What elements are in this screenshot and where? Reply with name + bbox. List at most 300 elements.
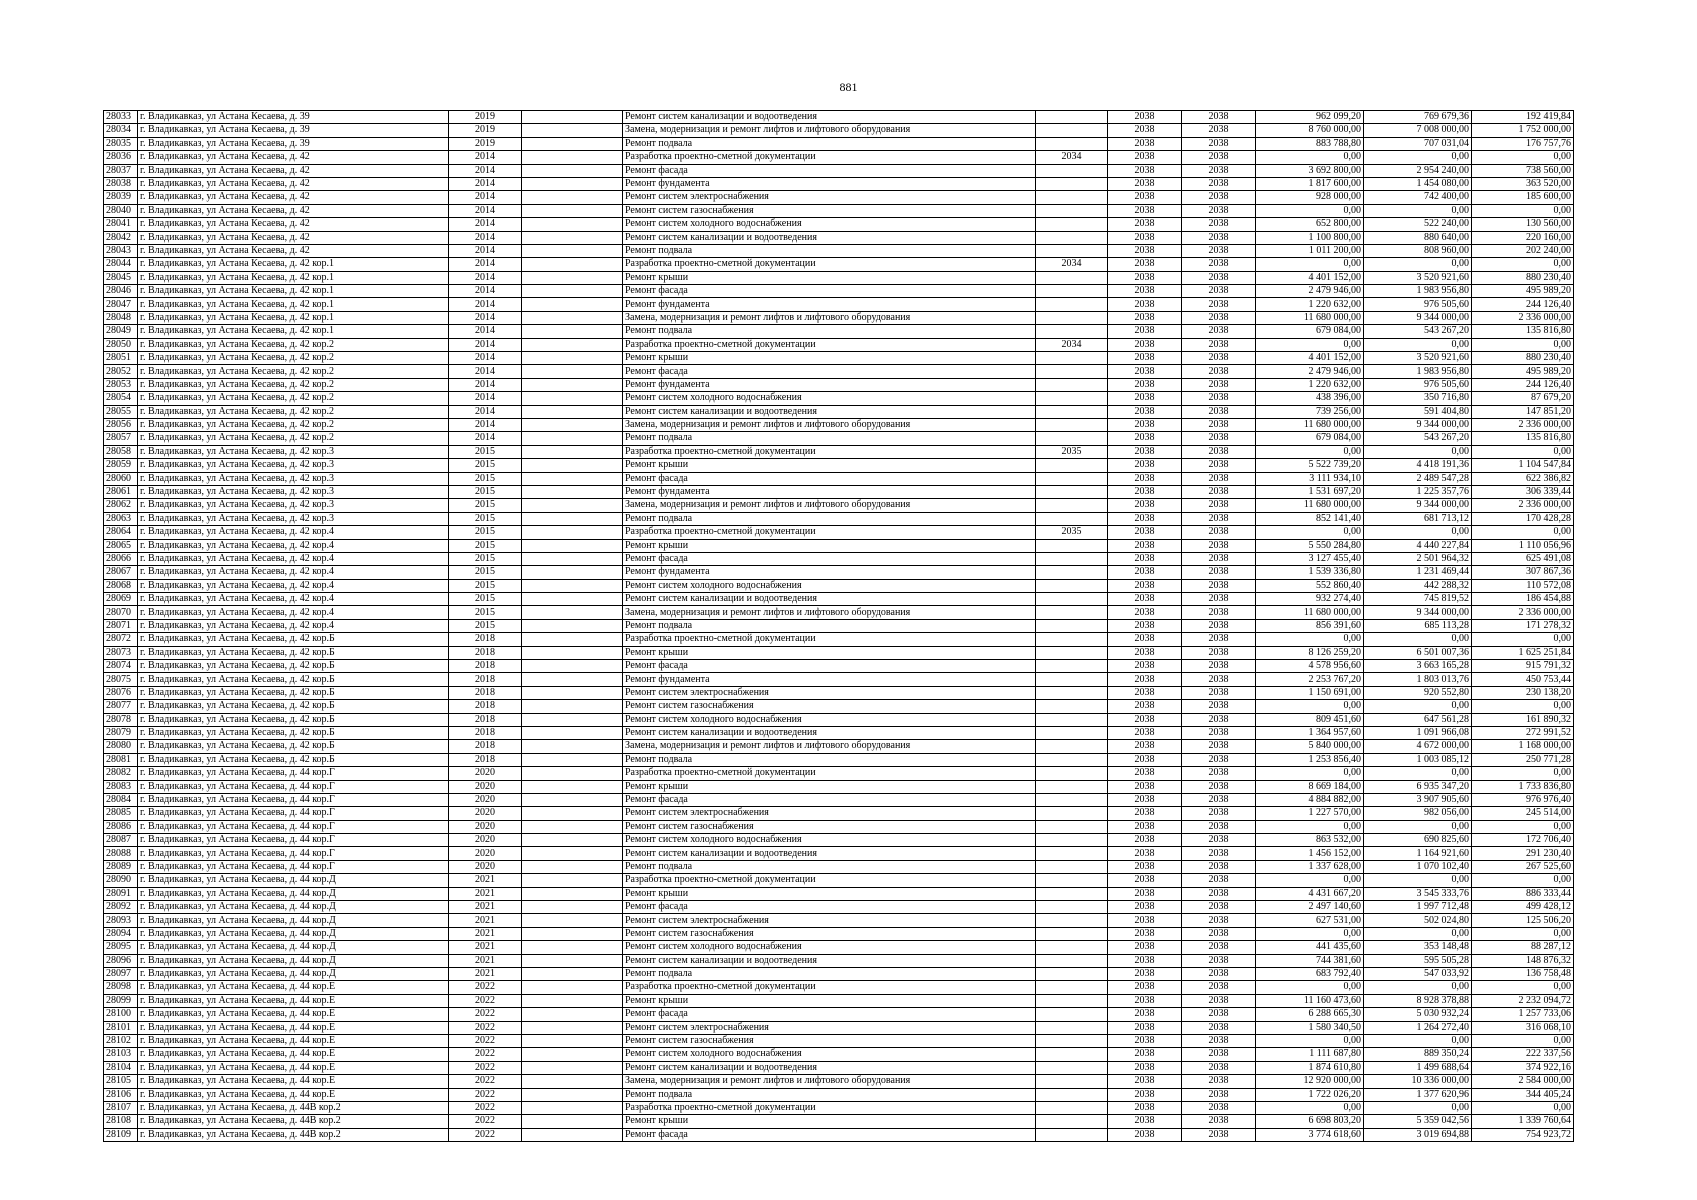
blank-cell <box>522 660 623 673</box>
owner-cost-cell: 135 816,80 <box>1472 432 1574 445</box>
start-year-cell: 2038 <box>1108 124 1182 137</box>
fund-cost-cell: 8 928 378,88 <box>1364 994 1472 1007</box>
end-year-cell: 2038 <box>1182 445 1256 458</box>
address-cell: г. Владикавказ, ул Астана Кесаева, д. 42 кор.2 <box>138 352 449 365</box>
fund-cost-cell: 1 377 620,96 <box>1364 1088 1472 1101</box>
blank-cell <box>522 646 623 659</box>
year-cell: 2019 <box>449 137 522 150</box>
year-cell: 2021 <box>449 954 522 967</box>
owner-cost-cell: 110 572,08 <box>1472 579 1574 592</box>
start-year-cell: 2038 <box>1108 151 1182 164</box>
total-cost-cell: 0,00 <box>1256 633 1364 646</box>
year-cell: 2021 <box>449 874 522 887</box>
address-cell: г. Владикавказ, ул Астана Кесаева, д. 42 кор.3 <box>138 512 449 525</box>
design-year-cell <box>1036 793 1108 806</box>
end-year-cell: 2038 <box>1182 271 1256 284</box>
total-cost-cell: 0,00 <box>1256 526 1364 539</box>
work-type-cell: Замена, модернизация и ремонт лифтов и лифтового оборудования <box>623 124 1036 137</box>
table-row <box>104 1115 1574 1128</box>
design-year-cell <box>1036 432 1108 445</box>
blank-cell <box>522 485 623 498</box>
blank-cell <box>522 552 623 565</box>
total-cost-cell: 863 532,00 <box>1256 834 1364 847</box>
end-year-cell: 2038 <box>1182 164 1256 177</box>
year-cell: 2014 <box>449 365 522 378</box>
fund-cost-cell: 0,00 <box>1364 151 1472 164</box>
design-year-cell <box>1036 860 1108 873</box>
end-year-cell: 2038 <box>1182 1034 1256 1047</box>
total-cost-cell: 11 160 473,60 <box>1256 994 1364 1007</box>
end-year-cell: 2038 <box>1182 954 1256 967</box>
design-year-cell <box>1036 485 1108 498</box>
end-year-cell: 2038 <box>1182 1048 1256 1061</box>
table-row <box>104 311 1574 324</box>
owner-cost-cell: 0,00 <box>1472 874 1574 887</box>
year-cell: 2014 <box>449 352 522 365</box>
fund-cost-cell: 5 359 042,56 <box>1364 1115 1472 1128</box>
year-cell: 2014 <box>449 218 522 231</box>
fund-cost-cell: 808 960,00 <box>1364 244 1472 257</box>
work-type-cell: Замена, модернизация и ремонт лифтов и лифтового оборудования <box>623 418 1036 431</box>
table-row <box>104 847 1574 860</box>
design-year-cell <box>1036 1075 1108 1088</box>
fund-cost-cell: 9 344 000,00 <box>1364 418 1472 431</box>
total-cost-cell: 5 522 739,20 <box>1256 459 1364 472</box>
address-cell: г. Владикавказ, ул Астана Кесаева, д. 44 кор.Е <box>138 1075 449 1088</box>
blank-cell <box>522 472 623 485</box>
table-row <box>104 713 1574 726</box>
address-cell: г. Владикавказ, ул Астана Кесаева, д. 42 кор.1 <box>138 271 449 284</box>
repair-registry-table <box>103 110 1574 1142</box>
row-number: 28078 <box>104 713 138 726</box>
year-cell: 2018 <box>449 633 522 646</box>
end-year-cell: 2038 <box>1182 485 1256 498</box>
table-row <box>104 1128 1574 1141</box>
design-year-cell <box>1036 418 1108 431</box>
start-year-cell: 2038 <box>1108 499 1182 512</box>
end-year-cell: 2038 <box>1182 418 1256 431</box>
address-cell: г. Владикавказ, ул Астана Кесаева, д. 44 кор.Е <box>138 1034 449 1047</box>
owner-cost-cell: 1 339 760,64 <box>1472 1115 1574 1128</box>
table-row <box>104 204 1574 217</box>
address-cell: г. Владикавказ, ул Астана Кесаева, д. 44В кор.2 <box>138 1101 449 1114</box>
row-number: 28042 <box>104 231 138 244</box>
end-year-cell: 2038 <box>1182 325 1256 338</box>
total-cost-cell: 4 401 152,00 <box>1256 271 1364 284</box>
work-type-cell: Ремонт систем канализации и водоотведения <box>623 231 1036 244</box>
start-year-cell: 2038 <box>1108 472 1182 485</box>
year-cell: 2021 <box>449 941 522 954</box>
row-number: 28055 <box>104 405 138 418</box>
total-cost-cell: 627 531,00 <box>1256 914 1364 927</box>
owner-cost-cell: 202 240,00 <box>1472 244 1574 257</box>
owner-cost-cell: 0,00 <box>1472 338 1574 351</box>
year-cell: 2014 <box>449 325 522 338</box>
work-type-cell: Ремонт крыши <box>623 780 1036 793</box>
address-cell: г. Владикавказ, ул Астана Кесаева, д. 44 кор.Е <box>138 1008 449 1021</box>
owner-cost-cell: 272 991,52 <box>1472 726 1574 739</box>
year-cell: 2015 <box>449 552 522 565</box>
row-number: 28044 <box>104 258 138 271</box>
address-cell: г. Владикавказ, ул Астана Кесаева, д. 42 кор.1 <box>138 298 449 311</box>
address-cell: г. Владикавказ, ул Астана Кесаева, д. 39 <box>138 124 449 137</box>
start-year-cell: 2038 <box>1108 673 1182 686</box>
year-cell: 2022 <box>449 1048 522 1061</box>
end-year-cell: 2038 <box>1182 1115 1256 1128</box>
year-cell: 2022 <box>449 1075 522 1088</box>
address-cell: г. Владикавказ, ул Астана Кесаева, д. 42 кор.4 <box>138 539 449 552</box>
fund-cost-cell: 0,00 <box>1364 981 1472 994</box>
year-cell: 2018 <box>449 753 522 766</box>
address-cell: г. Владикавказ, ул Астана Кесаева, д. 44 кор.Г <box>138 820 449 833</box>
start-year-cell: 2038 <box>1108 1075 1182 1088</box>
row-number: 28039 <box>104 191 138 204</box>
row-number: 28099 <box>104 994 138 1007</box>
fund-cost-cell: 1 070 102,40 <box>1364 860 1472 873</box>
table-row <box>104 378 1574 391</box>
row-number: 28100 <box>104 1008 138 1021</box>
fund-cost-cell: 1 983 956,80 <box>1364 285 1472 298</box>
total-cost-cell: 1 539 336,80 <box>1256 566 1364 579</box>
design-year-cell <box>1036 633 1108 646</box>
blank-cell <box>522 686 623 699</box>
address-cell: г. Владикавказ, ул Астана Кесаева, д. 44 кор.Д <box>138 874 449 887</box>
address-cell: г. Владикавказ, ул Астана Кесаева, д. 44 кор.Г <box>138 793 449 806</box>
start-year-cell: 2038 <box>1108 378 1182 391</box>
blank-cell <box>522 847 623 860</box>
address-cell: г. Владикавказ, ул Астана Кесаева, д. 42 кор.4 <box>138 619 449 632</box>
blank-cell <box>522 673 623 686</box>
blank-cell <box>522 1061 623 1074</box>
address-cell: г. Владикавказ, ул Астана Кесаева, д. 42 кор.3 <box>138 472 449 485</box>
table-row <box>104 820 1574 833</box>
year-cell: 2018 <box>449 700 522 713</box>
start-year-cell: 2038 <box>1108 365 1182 378</box>
address-cell: г. Владикавказ, ул Астана Кесаева, д. 44В кор.2 <box>138 1128 449 1141</box>
fund-cost-cell: 0,00 <box>1364 700 1472 713</box>
total-cost-cell: 852 141,40 <box>1256 512 1364 525</box>
owner-cost-cell: 2 584 000,00 <box>1472 1075 1574 1088</box>
owner-cost-cell: 2 336 000,00 <box>1472 499 1574 512</box>
design-year-cell <box>1036 901 1108 914</box>
work-type-cell: Замена, модернизация и ремонт лифтов и лифтового оборудования <box>623 499 1036 512</box>
table-row <box>104 874 1574 887</box>
address-cell: г. Владикавказ, ул Астана Кесаева, д. 42 кор.Б <box>138 646 449 659</box>
design-year-cell <box>1036 834 1108 847</box>
row-number: 28085 <box>104 807 138 820</box>
design-year-cell <box>1036 686 1108 699</box>
start-year-cell: 2038 <box>1108 1034 1182 1047</box>
end-year-cell: 2038 <box>1182 365 1256 378</box>
end-year-cell: 2038 <box>1182 526 1256 539</box>
blank-cell <box>522 499 623 512</box>
row-number: 28063 <box>104 512 138 525</box>
work-type-cell: Ремонт систем газоснабжения <box>623 700 1036 713</box>
row-number: 28090 <box>104 874 138 887</box>
work-type-cell: Разработка проектно-сметной документации <box>623 981 1036 994</box>
work-type-cell: Замена, модернизация и ремонт лифтов и лифтового оборудования <box>623 311 1036 324</box>
work-type-cell: Ремонт фасада <box>623 285 1036 298</box>
blank-cell <box>522 1128 623 1141</box>
start-year-cell: 2038 <box>1108 137 1182 150</box>
fund-cost-cell: 4 672 000,00 <box>1364 740 1472 753</box>
row-number: 28103 <box>104 1048 138 1061</box>
year-cell: 2015 <box>449 459 522 472</box>
total-cost-cell: 679 084,00 <box>1256 432 1364 445</box>
fund-cost-cell: 0,00 <box>1364 1034 1472 1047</box>
design-year-cell <box>1036 713 1108 726</box>
row-number: 28045 <box>104 271 138 284</box>
design-year-cell <box>1036 1128 1108 1141</box>
row-number: 28069 <box>104 593 138 606</box>
design-year-cell <box>1036 459 1108 472</box>
year-cell: 2021 <box>449 914 522 927</box>
design-year-cell <box>1036 111 1108 124</box>
row-number: 28080 <box>104 740 138 753</box>
work-type-cell: Замена, модернизация и ремонт лифтов и лифтового оборудования <box>623 606 1036 619</box>
blank-cell <box>522 1008 623 1021</box>
address-cell: г. Владикавказ, ул Астана Кесаева, д. 44 кор.Д <box>138 968 449 981</box>
table-row <box>104 124 1574 137</box>
table-row <box>104 338 1574 351</box>
work-type-cell: Ремонт систем электроснабжения <box>623 1021 1036 1034</box>
year-cell: 2014 <box>449 392 522 405</box>
total-cost-cell: 0,00 <box>1256 700 1364 713</box>
work-type-cell: Ремонт фундамента <box>623 177 1036 190</box>
table-row <box>104 700 1574 713</box>
start-year-cell: 2038 <box>1108 633 1182 646</box>
table-row <box>104 646 1574 659</box>
blank-cell <box>522 204 623 217</box>
total-cost-cell: 11 680 000,00 <box>1256 311 1364 324</box>
owner-cost-cell: 245 514,00 <box>1472 807 1574 820</box>
total-cost-cell: 739 256,00 <box>1256 405 1364 418</box>
year-cell: 2022 <box>449 1101 522 1114</box>
design-year-cell <box>1036 204 1108 217</box>
start-year-cell: 2038 <box>1108 177 1182 190</box>
work-type-cell: Ремонт фасада <box>623 164 1036 177</box>
start-year-cell: 2038 <box>1108 646 1182 659</box>
design-year-cell <box>1036 231 1108 244</box>
address-cell: г. Владикавказ, ул Астана Кесаева, д. 44 кор.Д <box>138 927 449 940</box>
row-number: 28065 <box>104 539 138 552</box>
address-cell: г. Владикавказ, ул Астана Кесаева, д. 42 кор.1 <box>138 311 449 324</box>
row-number: 28062 <box>104 499 138 512</box>
row-number: 28096 <box>104 954 138 967</box>
address-cell: г. Владикавказ, ул Астана Кесаева, д. 44 кор.Г <box>138 847 449 860</box>
row-number: 28067 <box>104 566 138 579</box>
owner-cost-cell: 222 337,56 <box>1472 1048 1574 1061</box>
row-number: 28088 <box>104 847 138 860</box>
end-year-cell: 2038 <box>1182 352 1256 365</box>
end-year-cell: 2038 <box>1182 472 1256 485</box>
work-type-cell: Разработка проектно-сметной документации <box>623 633 1036 646</box>
address-cell: г. Владикавказ, ул Астана Кесаева, д. 39 <box>138 111 449 124</box>
blank-cell <box>522 1021 623 1034</box>
total-cost-cell: 552 860,40 <box>1256 579 1364 592</box>
blank-cell <box>522 539 623 552</box>
work-type-cell: Ремонт систем канализации и водоотведения <box>623 405 1036 418</box>
end-year-cell: 2038 <box>1182 151 1256 164</box>
year-cell: 2022 <box>449 1128 522 1141</box>
design-year-cell <box>1036 137 1108 150</box>
fund-cost-cell: 769 679,36 <box>1364 111 1472 124</box>
blank-cell <box>522 914 623 927</box>
design-year-cell <box>1036 606 1108 619</box>
total-cost-cell: 2 479 946,00 <box>1256 285 1364 298</box>
fund-cost-cell: 880 640,00 <box>1364 231 1472 244</box>
total-cost-cell: 0,00 <box>1256 151 1364 164</box>
work-type-cell: Ремонт фасада <box>623 901 1036 914</box>
blank-cell <box>522 579 623 592</box>
table-row <box>104 1021 1574 1034</box>
work-type-cell: Ремонт подвала <box>623 753 1036 766</box>
end-year-cell: 2038 <box>1182 579 1256 592</box>
fund-cost-cell: 6 501 007,36 <box>1364 646 1472 659</box>
start-year-cell: 2038 <box>1108 445 1182 458</box>
blank-cell <box>522 887 623 900</box>
total-cost-cell: 5 840 000,00 <box>1256 740 1364 753</box>
start-year-cell: 2038 <box>1108 231 1182 244</box>
end-year-cell: 2038 <box>1182 874 1256 887</box>
blank-cell <box>522 1101 623 1114</box>
blank-cell <box>522 365 623 378</box>
owner-cost-cell: 0,00 <box>1472 767 1574 780</box>
end-year-cell: 2038 <box>1182 285 1256 298</box>
end-year-cell: 2038 <box>1182 793 1256 806</box>
total-cost-cell: 8 669 184,00 <box>1256 780 1364 793</box>
fund-cost-cell: 3 663 165,28 <box>1364 660 1472 673</box>
fund-cost-cell: 2 489 547,28 <box>1364 472 1472 485</box>
total-cost-cell: 4 431 667,20 <box>1256 887 1364 900</box>
start-year-cell: 2038 <box>1108 325 1182 338</box>
work-type-cell: Разработка проектно-сметной документации <box>623 338 1036 351</box>
fund-cost-cell: 547 033,92 <box>1364 968 1472 981</box>
work-type-cell: Ремонт систем газоснабжения <box>623 927 1036 940</box>
address-cell: г. Владикавказ, ул Астана Кесаева, д. 42 кор.2 <box>138 392 449 405</box>
table-row <box>104 177 1574 190</box>
total-cost-cell: 1 817 600,00 <box>1256 177 1364 190</box>
work-type-cell: Ремонт систем холодного водоснабжения <box>623 834 1036 847</box>
row-number: 28050 <box>104 338 138 351</box>
address-cell: г. Владикавказ, ул Астана Кесаева, д. 44В кор.2 <box>138 1115 449 1128</box>
end-year-cell: 2038 <box>1182 847 1256 860</box>
address-cell: г. Владикавказ, ул Астана Кесаева, д. 42 кор.Б <box>138 713 449 726</box>
year-cell: 2022 <box>449 1115 522 1128</box>
owner-cost-cell: 135 816,80 <box>1472 325 1574 338</box>
address-cell: г. Владикавказ, ул Астана Кесаева, д. 44 кор.Е <box>138 1088 449 1101</box>
address-cell: г. Владикавказ, ул Астана Кесаева, д. 42 кор.2 <box>138 418 449 431</box>
start-year-cell: 2038 <box>1108 793 1182 806</box>
year-cell: 2018 <box>449 673 522 686</box>
blank-cell <box>522 1115 623 1128</box>
row-number: 28101 <box>104 1021 138 1034</box>
row-number: 28098 <box>104 981 138 994</box>
owner-cost-cell: 147 851,20 <box>1472 405 1574 418</box>
design-year-cell <box>1036 1008 1108 1021</box>
start-year-cell: 2038 <box>1108 405 1182 418</box>
total-cost-cell: 809 451,60 <box>1256 713 1364 726</box>
row-number: 28060 <box>104 472 138 485</box>
owner-cost-cell: 250 771,28 <box>1472 753 1574 766</box>
design-year-cell <box>1036 1034 1108 1047</box>
design-year-cell <box>1036 365 1108 378</box>
address-cell: г. Владикавказ, ул Астана Кесаева, д. 42 кор.4 <box>138 606 449 619</box>
row-number: 28077 <box>104 700 138 713</box>
total-cost-cell: 2 479 946,00 <box>1256 365 1364 378</box>
row-number: 28059 <box>104 459 138 472</box>
total-cost-cell: 1 100 800,00 <box>1256 231 1364 244</box>
fund-cost-cell: 0,00 <box>1364 820 1472 833</box>
design-year-cell <box>1036 927 1108 940</box>
start-year-cell: 2038 <box>1108 847 1182 860</box>
fund-cost-cell: 2 501 964,32 <box>1364 552 1472 565</box>
address-cell: г. Владикавказ, ул Астана Кесаева, д. 42 <box>138 191 449 204</box>
owner-cost-cell: 0,00 <box>1472 526 1574 539</box>
start-year-cell: 2038 <box>1108 874 1182 887</box>
row-number: 28095 <box>104 941 138 954</box>
work-type-cell: Ремонт систем электроснабжения <box>623 191 1036 204</box>
owner-cost-cell: 0,00 <box>1472 981 1574 994</box>
blank-cell <box>522 1034 623 1047</box>
blank-cell <box>522 244 623 257</box>
end-year-cell: 2038 <box>1182 968 1256 981</box>
year-cell: 2018 <box>449 660 522 673</box>
blank-cell <box>522 271 623 284</box>
table-row <box>104 405 1574 418</box>
row-number: 28057 <box>104 432 138 445</box>
work-type-cell: Ремонт систем электроснабжения <box>623 807 1036 820</box>
start-year-cell: 2038 <box>1108 1115 1182 1128</box>
table-row <box>104 1101 1574 1114</box>
total-cost-cell: 1 722 026,20 <box>1256 1088 1364 1101</box>
end-year-cell: 2038 <box>1182 566 1256 579</box>
table-row <box>104 1034 1574 1047</box>
table-row <box>104 459 1574 472</box>
end-year-cell: 2038 <box>1182 1021 1256 1034</box>
table-row <box>104 780 1574 793</box>
design-year-cell <box>1036 807 1108 820</box>
row-number: 28043 <box>104 244 138 257</box>
end-year-cell: 2038 <box>1182 1128 1256 1141</box>
table-row <box>104 606 1574 619</box>
end-year-cell: 2038 <box>1182 539 1256 552</box>
work-type-cell: Ремонт фасада <box>623 365 1036 378</box>
address-cell: г. Владикавказ, ул Астана Кесаева, д. 42 кор.2 <box>138 378 449 391</box>
end-year-cell: 2038 <box>1182 137 1256 150</box>
total-cost-cell: 12 920 000,00 <box>1256 1075 1364 1088</box>
work-type-cell: Ремонт подвала <box>623 137 1036 150</box>
fund-cost-cell: 442 288,32 <box>1364 579 1472 592</box>
start-year-cell: 2038 <box>1108 767 1182 780</box>
row-number: 28102 <box>104 1034 138 1047</box>
fund-cost-cell: 522 240,00 <box>1364 218 1472 231</box>
address-cell: г. Владикавказ, ул Астана Кесаева, д. 44 кор.Е <box>138 1048 449 1061</box>
table-row <box>104 325 1574 338</box>
table-row <box>104 1075 1574 1088</box>
owner-cost-cell: 0,00 <box>1472 1034 1574 1047</box>
end-year-cell: 2038 <box>1182 258 1256 271</box>
total-cost-cell: 11 680 000,00 <box>1256 418 1364 431</box>
end-year-cell: 2038 <box>1182 807 1256 820</box>
work-type-cell: Замена, модернизация и ремонт лифтов и лифтового оборудования <box>623 740 1036 753</box>
year-cell: 2014 <box>449 432 522 445</box>
owner-cost-cell: 161 890,32 <box>1472 713 1574 726</box>
year-cell: 2014 <box>449 285 522 298</box>
start-year-cell: 2038 <box>1108 566 1182 579</box>
end-year-cell: 2038 <box>1182 499 1256 512</box>
work-type-cell: Ремонт подвала <box>623 1088 1036 1101</box>
